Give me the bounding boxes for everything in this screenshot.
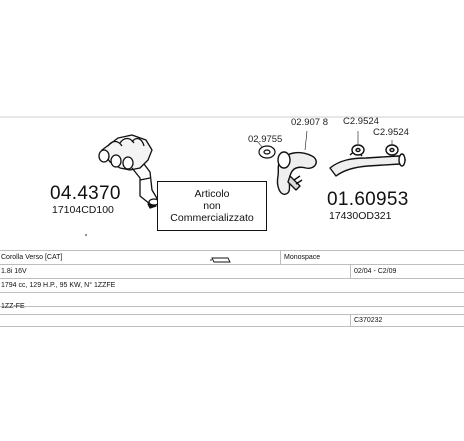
notice-line-3: Commercializzato [170,212,254,224]
catalyst-part-number: 04.4370 [50,183,121,204]
rear-pipe-part-number: 01.60953 [327,189,409,210]
clamp-right-ref-label: C2.9524 [373,127,409,138]
gasket-ref-label: 02.907 8 [291,117,328,128]
vehicle-engine-code: 1ZZ-FE [1,303,25,310]
clamp-top-ref-label: C2.9524 [343,116,379,127]
gasket-small-ref-label: 02.9755 [248,134,283,145]
vehicle-spec: 1794 cc, 129 H.P., 95 KW, N° 1ZZFE [1,282,116,289]
catalyst-oem-number: 17104CD100 [52,204,114,216]
catalog-code: C370232 [354,317,383,324]
front-pipe-illustration [277,152,316,194]
not-commercialized-notice [157,181,267,231]
vehicle-model: Corolla Verso [CAT] [1,254,63,261]
vehicle-body: Monospace [284,254,321,261]
notice-line-1: Articolo [194,188,230,200]
vehicle-engine: 1.8i 16V [1,268,27,275]
notice-line-2: non [203,200,221,212]
vehicle-years: 02/04 - C2/09 [354,268,397,275]
rear-pipe-oem-number: 17430OD321 [329,210,392,222]
